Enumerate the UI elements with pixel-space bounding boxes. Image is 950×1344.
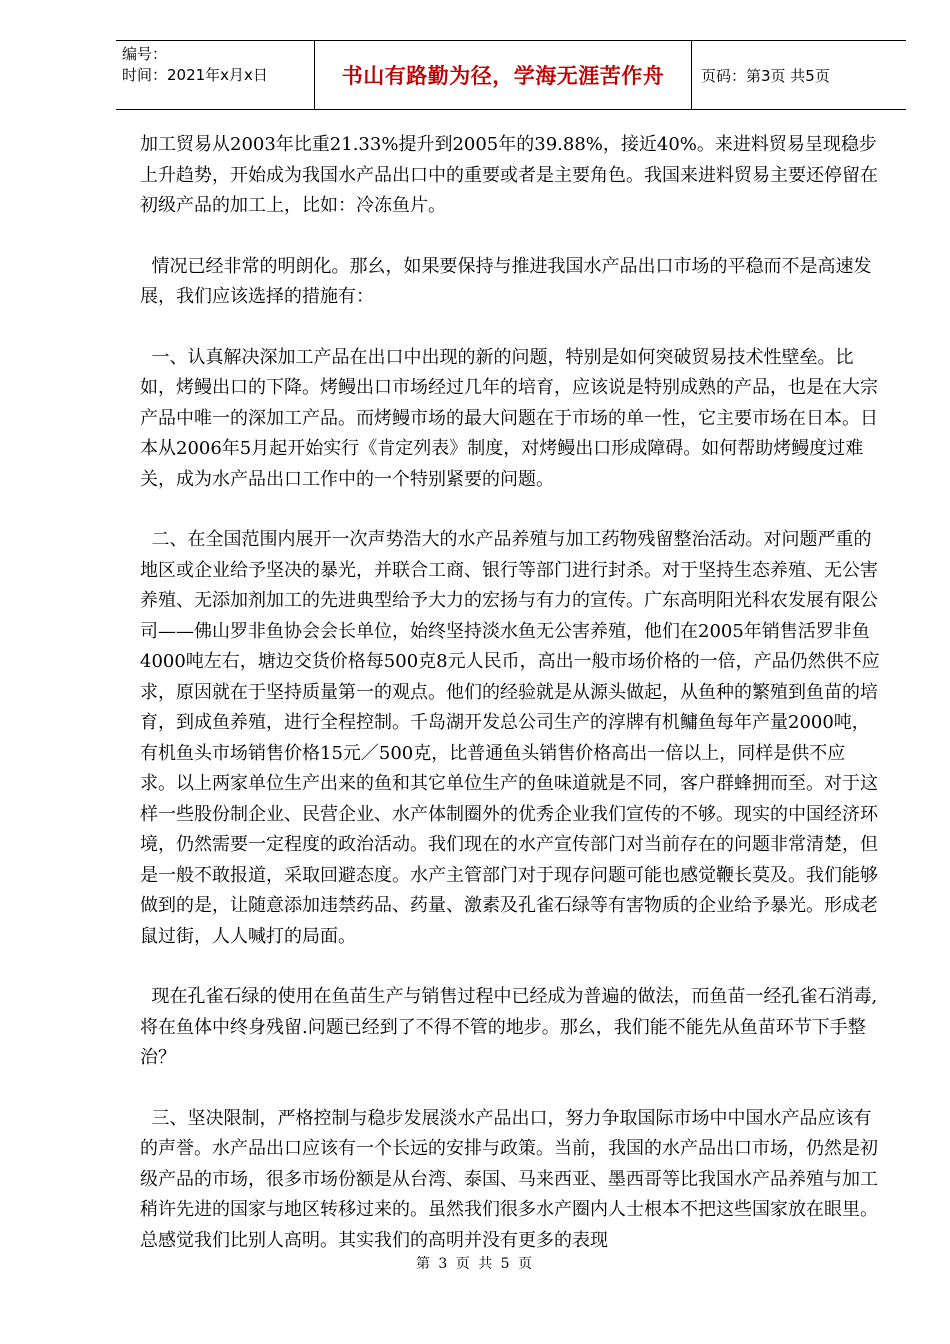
header-page-info: 页码：第3页 共5页 [701, 66, 830, 85]
time-label: 时间：2021年x月x日 [122, 66, 268, 84]
paragraph-6: 三、坚决限制，严格控制与稳步发展淡水产品出口，努力争取国际市场中中国水产品应该有的声誉。水产品出口应该有一个长远的安排与政策。当前，我国的水产品出口市场，仍然是初级产品的市场，很多市场份额是从台湾、泰国、马来西亚、墨西哥等比我国水产品养殖与加工稍许先进的国家与地区转移过来的。虽然我们很多水产圈内人士根本不把这些国家放在眼里。总感觉我们比别人高明。其实我们的高明并没有更多的表现 [140, 1107, 878, 1251]
paragraph-3: 一、认真解决深加工产品在出口中出现的新的问题，特别是如何突破贸易技术性壁垒。比如，烤鳗出口的下降。烤鳗出口市场经过几年的培育，应该说是特别成熟的产品，也是在大宗产品中唯一的深加工产品。而烤鳗市场的最大问题在于市场的单一性，它主要市场在日本。日本从2006年5月起开始实行《肯定列表》制度，对烤鳗出口形成障碍。如何帮助烤鳗度过难关，成为水产品出口工作中的一个特别紧要的问题。 [140, 346, 878, 490]
paragraph-4: 二、在全国范围内展开一次声势浩大的水产品养殖与加工药物残留整治活动。对问题严重的地区或企业给予坚决的暴光，并联合工商、银行等部门进行封杀。对于坚持生态养殖、无公害养殖、无添加剂加工的先进典型给予大力的宏扬与有力的宣传。广东高明阳光科农发展有限公司——佛山罗非鱼协会会长单位，始终坚持淡水鱼无公害养殖，他们在2005年销售活罗非鱼4000吨左右，塘边交货价格每500克8元人民币，高出一般市场价格的一倍，产品仍然供不应求，原因就在于坚持质量第一的观点。他们的经验就是从源头做起，从鱼种的繁殖到鱼苗的培育，到成鱼养殖，进行全程控制。千岛湖开发总公司生产的淳牌有机鳙鱼每年产量2000吨，有机鱼头市场销售价格15元／500克，比普通鱼头销售价格高出一倍以上，同样是供不应求。以上两家单位生产出来的鱼和其它单位生产的鱼味道就是不同，客户群蜂拥而至。对于这样一些股份制企业、民营企业、水产体制圈外的优秀企业我们宣传的不够。现实的中国经济环境，仍然需要一定程度的政治活动。我们现在的水产宣传部门对当前存在的问题非常清楚，但是一般不敢报道，采取回避态度。水产主管部门对于现存问题可能也感觉鞭长莫及。我们能够做到的是，让随意添加违禁药品、药量、激素及孔雀石绿等有害物质的企业给予暴光。形成老鼠过街，人人喊打的局面。 [140, 529, 880, 947]
paragraph-1: 加工贸易从2003年比重21.33%提升到2005年的39.88%，接近40%。来进料贸易呈现稳步上升趋势，开始成为我国水产品出口中的重要或者是主要角色。我国来进料贸易主要还停留在初级产品的加工上，比如：冷冻鱼片。 [140, 134, 878, 216]
header-motto: 书山有路勤为径，学海无涯苦作舟 [314, 41, 692, 109]
document-body [140, 130, 880, 1286]
page-header [116, 40, 906, 110]
page-footer: 第 3 页 共 5 页 [415, 1256, 535, 1272]
paragraph-5: 现在孔雀石绿的使用在鱼苗生产与销售过程中已经成为普遍的做法，而鱼苗一经孔雀石消毒,将在鱼体中终身残留.问题已经到了不得不管的地步。那幺，我们能不能先从鱼苗环节下手整治？ [140, 986, 878, 1068]
serial-number-label: 编号： [122, 45, 168, 63]
header-meta [116, 41, 314, 109]
paragraph-2: 情况已经非常的明朗化。那幺，如果要保持与推进我国水产品出口市场的平稳而不是高速发展，我们应该选择的措施有： [140, 255, 872, 307]
